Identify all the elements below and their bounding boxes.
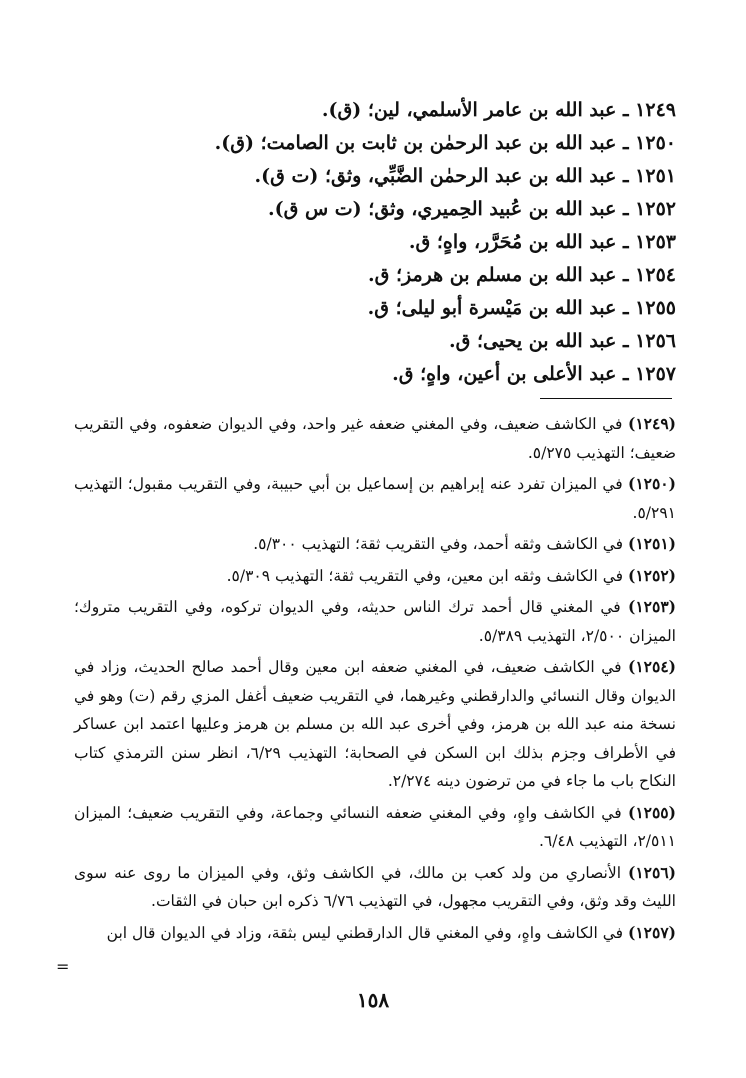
footnote-text: في الكاشف ضعيف، في المغني ضعفه ابن معين وقال أحمد صالح الحديث، وزاد في الديوان وقال النسائي والدارقطني وغيرهما، في التقريب ضعيف أغفل المزي رقم (ت) وهو في نسخة منه عبد الله بن هرمز، وفي أخرى عبد الله بن مسلم بن هرمز وعليها اعتمد ابن عساكر في الأطراف وجزم بذلك ابن السكن في الصحابة؛ التهذيب ٦/٢٩، انظر سنن الترمذي كتاب النكاح باب ما جاء في من ترضون دينه ٢/٢٧٤. [74,658,677,790]
entry-1252: ١٢٥٢ ـ عبد الله بن عُبيد الحِميري، وثق؛ (ت س ق). [268,198,676,220]
footnote-text: في الكاشف وثقه ابن معين، وفي التقريب ثقة؛ التهذيب ٥/٣٠٩. [226,566,624,585]
footnote-1257 [74,919,676,948]
footnote-number: (١٢٥٠) [627,474,676,493]
footnote-separator [540,398,672,399]
entry-1255: ١٢٥٥ ـ عبد الله بن مَيْسرة أبو ليلى؛ ق. [367,297,676,319]
footnotes [74,410,676,950]
footnote-number: (١٢٥٧) [628,922,676,942]
footnote-text: في الميزان تفرد عنه إبراهيم بن إسماعيل بن أبي حبيبة، وفي التقريب مقبول؛ التهذيب ٥/٢٩١. [74,475,676,522]
footnote-text: في الكاشف ضعيف، وفي المغني ضعفه غير واحد، وفي الديوان ضعفوه، وفي التقريب ضعيف؛ التهذيب ٥/٢٧٥. [74,415,676,462]
entry-1253: ١٢٥٣ ـ عبد الله بن مُحَرَّر، واهٍ؛ ق. [408,231,676,253]
footnote-text: في الكاشف واهٍ، وفي المغني قال الدارقطني ليس بثقة، وزاد في الديوان قال ابن [106,923,624,942]
footnote-1256 [74,859,676,916]
entry-1256: ١٢٥٦ ـ عبد الله بن يحيى؛ ق. [449,330,676,352]
footnote-1255 [74,799,676,856]
entry-1249: ١٢٤٩ ـ عبد الله بن عامر الأسلمي، لين؛ (ق). [321,99,676,121]
footnote-text: في الكاشف واهٍ، وفي المغني ضعفه النسائي وجماعة، وفي التقريب ضعيف؛ الميزان ٢/٥١١، التهذيب ٦/٤٨. [74,803,676,850]
footnote-1252 [74,562,676,591]
entry-1250: ١٢٥٠ ـ عبد الله بن عبد الرحمٰن بن ثابت بن الصامت؛ (ق). [214,132,676,154]
footnote-1249 [74,410,676,467]
footnote-1253 [74,593,676,650]
footnote-1254 [74,653,676,796]
footnote-1251 [74,530,676,559]
footnote-number: (١٢٤٩) [628,414,676,433]
footnote-number: (١٢٥١) [628,534,676,553]
footnote-number: (١٢٥٦) [628,862,676,882]
page-number: ١٥٨ [356,988,390,1012]
footnote-1250 [74,470,676,527]
footnote-text: في الكاشف وثقه أحمد، وفي التقريب ثقة؛ التهذيب ٥/٣٠٠. [253,535,624,553]
footnote-number: (١٢٥٤) [628,657,676,676]
continuation-mark: = [56,957,70,976]
footnote-text: في المغني قال أحمد ترك الناس حديثه، وفي الديوان تركوه، وفي التقريب متروك؛ الميزان ٢/٥٠٠، التهذيب ٥/٣٨٩. [74,598,676,645]
entry-1251: ١٢٥١ ـ عبد الله بن عبد الرحمٰن الضَّبِّي، وثق؛ (ت ق). [254,165,676,187]
footnote-number: (١٢٥٢) [628,565,676,585]
footnote-number: (١٢٥٥) [627,802,676,822]
footnote-number: (١٢٥٣) [628,597,676,616]
entry-1257: ١٢٥٧ ـ عبد الأعلى بن أعين، واهٍ؛ ق. [392,363,676,385]
footnote-text: الأنصاري من ولد كعب بن مالك، في الكاشف وثق، وفي الميزان ما روى عنه سوى الليث وقد وثق، وفي التقريب مجهول، في التهذيب ٦/٧٦ ذكره ابن حبان في الثقات. [74,863,676,910]
narrator-entries [116,94,676,391]
entry-1254: ١٢٥٤ ـ عبد الله بن مسلم بن هرمز؛ ق. [367,264,676,286]
